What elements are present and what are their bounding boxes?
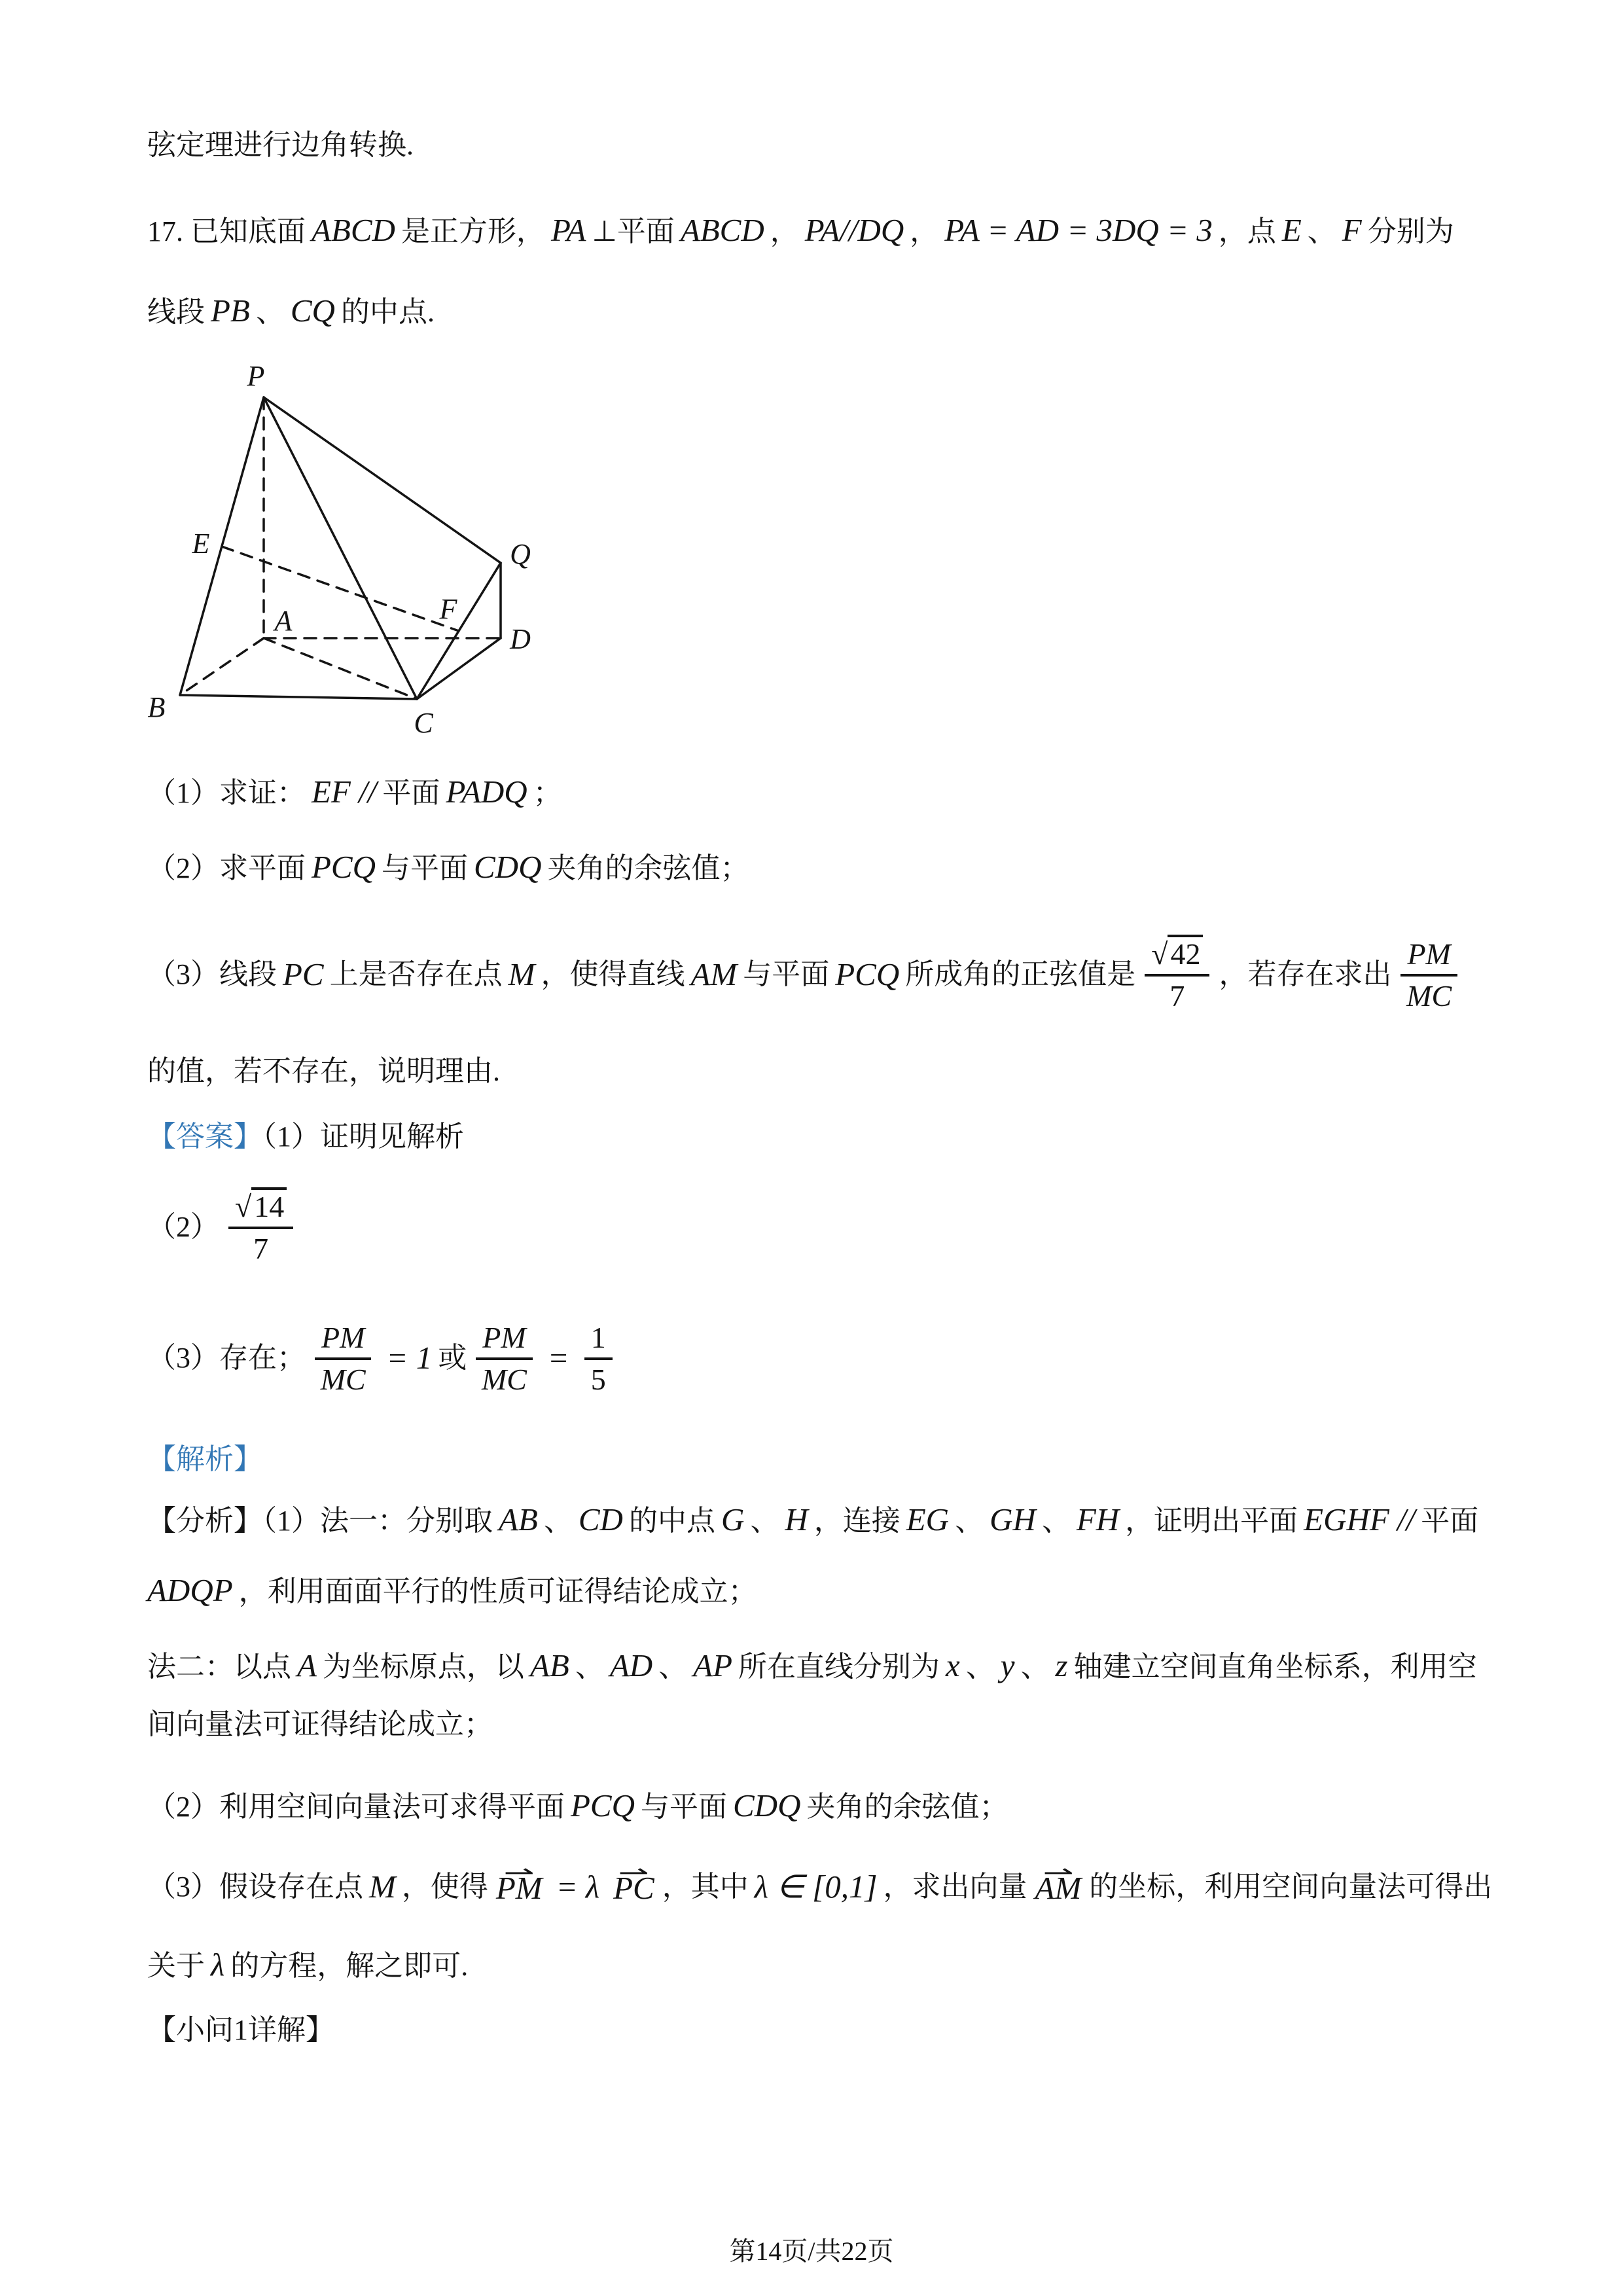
math-run: PADQ [446,774,527,810]
math-run: A [297,1647,317,1683]
text-run: 、 [1307,215,1336,247]
text-run: 、 [543,1505,573,1537]
math-run: PCQ [571,1787,635,1823]
fraction-PM-over-MC [476,1319,532,1396]
text-run: 与平面 [382,852,468,884]
text-run: 的中点 [628,1505,715,1537]
sub-question-1-label: 【小问1详解】 [147,2014,334,2046]
pyramid-diagram [128,357,546,749]
paragraph-question-1 [147,771,562,814]
text-run: 平面 [1421,1505,1479,1537]
math-run: CDQ [474,849,542,885]
math-run: PCQ [835,956,900,992]
math-run: M [508,956,535,992]
paragraph-analysis-3 [147,1851,1492,1923]
vector-AM: AM ⇀ [1035,1867,1082,1909]
fraction-denominator: 5 [590,1363,606,1396]
math-run: G [721,1501,745,1537]
paragraph-analysis-label [147,1439,262,1480]
paragraph-analysis-3-cont [147,1944,468,1987]
fraction-denominator: MC [320,1363,366,1396]
math-run: EF // [312,774,377,810]
text-run: ，连接 [813,1505,901,1537]
vertex-label-C: C [414,707,433,739]
text-run: 间向量法可证得结论成立； [147,1708,493,1740]
fraction-numerator: PM [1400,936,1457,977]
math-run: λ ∈ [0,1] [754,1869,878,1905]
vertex-label-B: B [147,691,166,723]
vertex-label-D: D [510,623,531,655]
math-run: H [785,1501,808,1537]
text-run: 17. 已知底面 [147,215,306,247]
text-run: 的值，若不存在，说明理由. [147,1055,500,1087]
radical-sign: √ [235,1190,252,1224]
text-run: （1）求证： [147,777,306,809]
math-run: PB [211,293,250,329]
text-run: 、 [750,1505,779,1537]
radical-sign: √ [1151,937,1168,971]
edge-BC [180,695,417,699]
math-run: PA = AD = 3DQ = 3 [944,212,1213,248]
math-run: EG [906,1501,950,1537]
math-run: F [1342,212,1362,248]
math-run: CQ [290,293,335,329]
text-run: 、 [255,296,285,328]
fraction-denominator: MC [481,1363,527,1396]
text-run: （3）线段 [147,958,277,990]
vertex-label-A: A [274,605,293,637]
geometry-figure [128,357,546,749]
edge-PQ [264,397,501,563]
paragraph-analysis-method2-cont [147,1704,493,1746]
text-run: （2）求平面 [147,852,306,884]
vertex-label-F: F [439,593,457,625]
math-run: EGHF // [1304,1501,1416,1537]
paragraph-analysis-1b [147,1570,757,1613]
paragraph-question-2 [147,846,749,889]
fraction-sqrt42-over-7 [1145,936,1209,1013]
text-run: 线段 [147,296,205,328]
text-run: 、 [965,1651,995,1683]
vertex-label-E: E [192,528,210,560]
text-run: 关于 [147,1950,205,1982]
math-run: x [946,1647,960,1683]
math-run: AD [609,1647,653,1683]
vertex-label-Q: Q [510,538,531,570]
math-run: CDQ [733,1787,801,1823]
fraction-PM-over-MC [315,1319,371,1396]
text-run: 、 [1041,1505,1071,1537]
text-run: 为坐标原点，以 [322,1651,524,1683]
text-run: 所在直线分别为 [738,1651,940,1683]
math-run: ABCD [680,212,764,248]
math-run: FH [1076,1501,1120,1537]
text-run: （3）存在； [147,1342,306,1374]
paragraph-answer [147,1116,464,1158]
text-run: 夹角的余弦值； [547,852,749,884]
radicand: 14 [251,1187,287,1223]
fraction-numerator: PM [315,1319,371,1360]
text-run: ，其中 [662,1871,749,1903]
text-run: ，利用面面平行的性质可证得结论成立； [238,1575,757,1607]
text-run: ，使得直线 [541,958,685,990]
fraction-sqrt14-over-7 [228,1189,293,1265]
text-run: 、 [658,1651,688,1683]
text-run: 是正方形， [401,215,545,247]
text-run: ，点 [1218,215,1276,247]
paragraph-question-3-tail [147,1050,500,1092]
paragraph-answer-2 [147,1175,302,1280]
text-run: 与平面 [743,958,830,990]
math-run: PC [283,956,324,992]
text-run: 法二：以点 [147,1651,291,1683]
paragraph-analysis-1 [147,1499,1478,1542]
math-run: = [547,1340,569,1376]
text-run: ， [910,215,939,247]
text-run: ，求出向量 [883,1871,1027,1903]
radicand: 42 [1168,935,1203,971]
text-run: （2） [147,1211,219,1243]
page-footer [0,2231,1623,2268]
text-run: （2）利用空间向量法可求得平面 [147,1791,565,1823]
math-run: ABCD [312,212,395,248]
paragraph-analysis-2 [147,1785,1008,1828]
math-run: AM [690,956,738,992]
paragraph-problem-17 [147,209,1454,253]
text-run: 的中点. [340,296,435,328]
math-run: = 1 [386,1340,433,1376]
math-run: PA [550,212,586,248]
math-run: PCQ [312,849,376,885]
edge-PC [264,397,417,699]
analysis-label: 【解析】 [147,1443,262,1475]
text-run: 或 [438,1342,467,1374]
text-run: ，若存在求出 [1219,958,1392,990]
math-run: λ [211,1946,225,1982]
text-run: （1）证明见解析 [262,1121,464,1153]
paragraph-detail-1-label [147,2009,334,2051]
math-run: z [1055,1647,1068,1683]
paragraph-answer-3 [147,1306,622,1410]
text-run: ，证明出平面 [1125,1505,1298,1537]
text-run: 、 [575,1651,604,1683]
text-run: 夹角的余弦值； [806,1791,1008,1823]
edge-CD [417,638,501,699]
text-run: 弦定理进行边角转换. [147,129,414,161]
fraction-numerator [1145,936,1209,977]
fraction-numerator: 1 [584,1319,613,1360]
edge-EF-dashed [222,547,459,631]
math-run: AB [499,1501,538,1537]
math-run: PA//DQ [804,212,904,248]
text-run: 、 [1020,1651,1050,1683]
fraction-denominator: 7 [1169,979,1185,1013]
paragraph-intro [147,124,414,166]
fraction-numerator: PM [476,1319,532,1360]
text-run: 平面 [382,777,440,809]
text-run: ，使得 [401,1871,488,1903]
math-run: AB [529,1647,569,1683]
edge-AC-dashed [264,638,417,699]
math-run: CD [578,1501,623,1537]
vector-PM: PM ⇀ [496,1867,543,1909]
text-run: ， [770,215,799,247]
text-run: 轴建立空间直角坐标系，利用空 [1073,1651,1477,1683]
text-run: 、 [955,1505,984,1537]
text-run: 的方程，解之即可. [230,1950,469,1982]
fraction-1-over-5 [584,1319,613,1396]
text-run: ⊥平面 [592,215,675,247]
text-run: 与平面 [641,1791,727,1823]
math-run: E [1281,212,1302,248]
fraction-denominator: MC [1406,979,1452,1013]
text-run: 【分析】（1）法一：分别取 [147,1505,493,1537]
text-run: ； [533,777,562,809]
answer-label: 【答案】 [147,1121,262,1153]
fraction-denominator: 7 [253,1232,269,1265]
paragraph-analysis-method2 [147,1645,1477,1688]
paragraph-question-3 [147,922,1467,1027]
text-run: 分别为 [1367,215,1454,247]
fraction-numerator [228,1189,293,1229]
text-run: 上是否存在点 [329,958,503,990]
vector-PC: PC ⇀ [613,1867,654,1909]
math-run: ADQP [147,1572,233,1608]
math-run: M [369,1869,396,1905]
text-run: 的坐标，利用空间向量法可得出 [1089,1871,1493,1903]
fraction-PM-over-MC [1400,936,1457,1013]
math-run: = λ [556,1869,600,1905]
paragraph-problem-17-cont [147,290,435,333]
math-run: GH [990,1501,1036,1537]
math-run: y [1000,1647,1015,1683]
text-run: 所成角的正弦值是 [905,958,1136,990]
page-number: 第14页/共22页 [729,2236,894,2266]
vertex-label-P: P [247,360,265,392]
math-run: AP [693,1647,733,1683]
text-run: （3）假设存在点 [147,1871,363,1903]
